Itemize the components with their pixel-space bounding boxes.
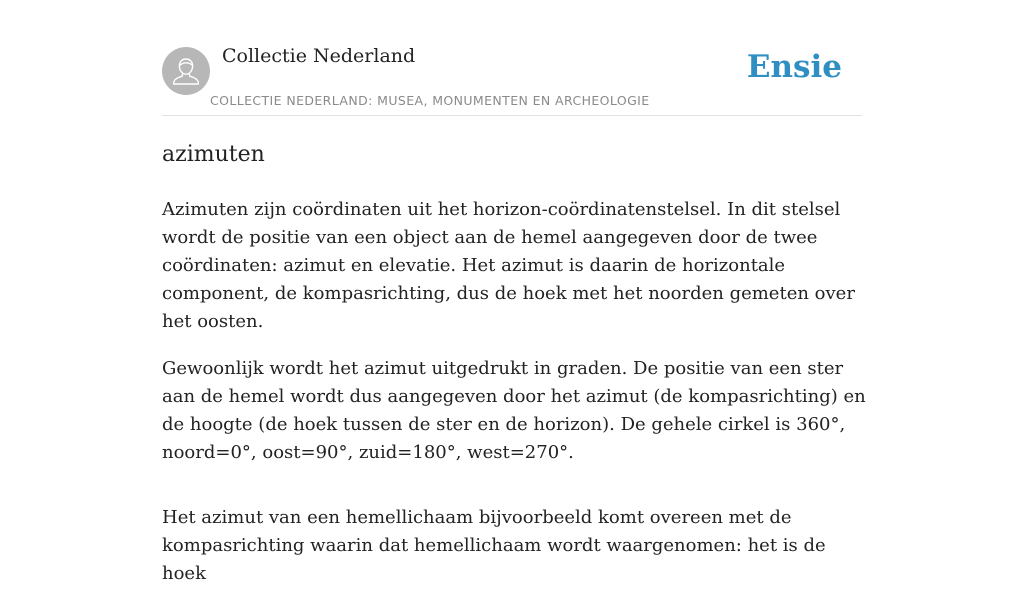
article-title: azimuten <box>162 142 265 167</box>
ensie-logo[interactable]: Ensie <box>746 49 842 85</box>
author-name[interactable]: Collectie Nederland <box>222 45 416 67</box>
article-header <box>162 40 862 116</box>
article-body <box>162 140 866 607</box>
author-avatar[interactable] <box>162 47 210 95</box>
user-silhouette-icon <box>162 47 210 95</box>
article-paragraph: Azimuten zijn coördinaten uit het horizon-coördinatenstelsel. In dit stelsel wordt de positie van een object aan de hemel aangegeven door de twee coördinaten: azimut en elevatie. Het azimut is daarin de horizontale component, de kompasrichting, dus de hoek met het noorden gemeten over het oosten. <box>162 199 855 332</box>
collection-link[interactable]: COLLECTIE NEDERLAND: MUSEA, MONUMENTEN EN ARCHEOLOGIE <box>210 93 650 108</box>
article-paragraph: Gewoonlijk wordt het azimut uitgedrukt in graden. De positie van een ster aan de hemel wordt dus aangegeven door het azimut (de kompasrichting) en de hoogte (de hoek tussen de ster en de horizon). De gehele cirkel is 360°, noord=0°, oost=90°, zuid=180°, west=270°. <box>162 358 866 463</box>
article-paragraph: Het azimut van een hemellichaam bijvoorbeeld komt overeen met de kompasrichting waarin dat hemellichaam wordt waargenomen: het is de hoek <box>162 507 826 584</box>
